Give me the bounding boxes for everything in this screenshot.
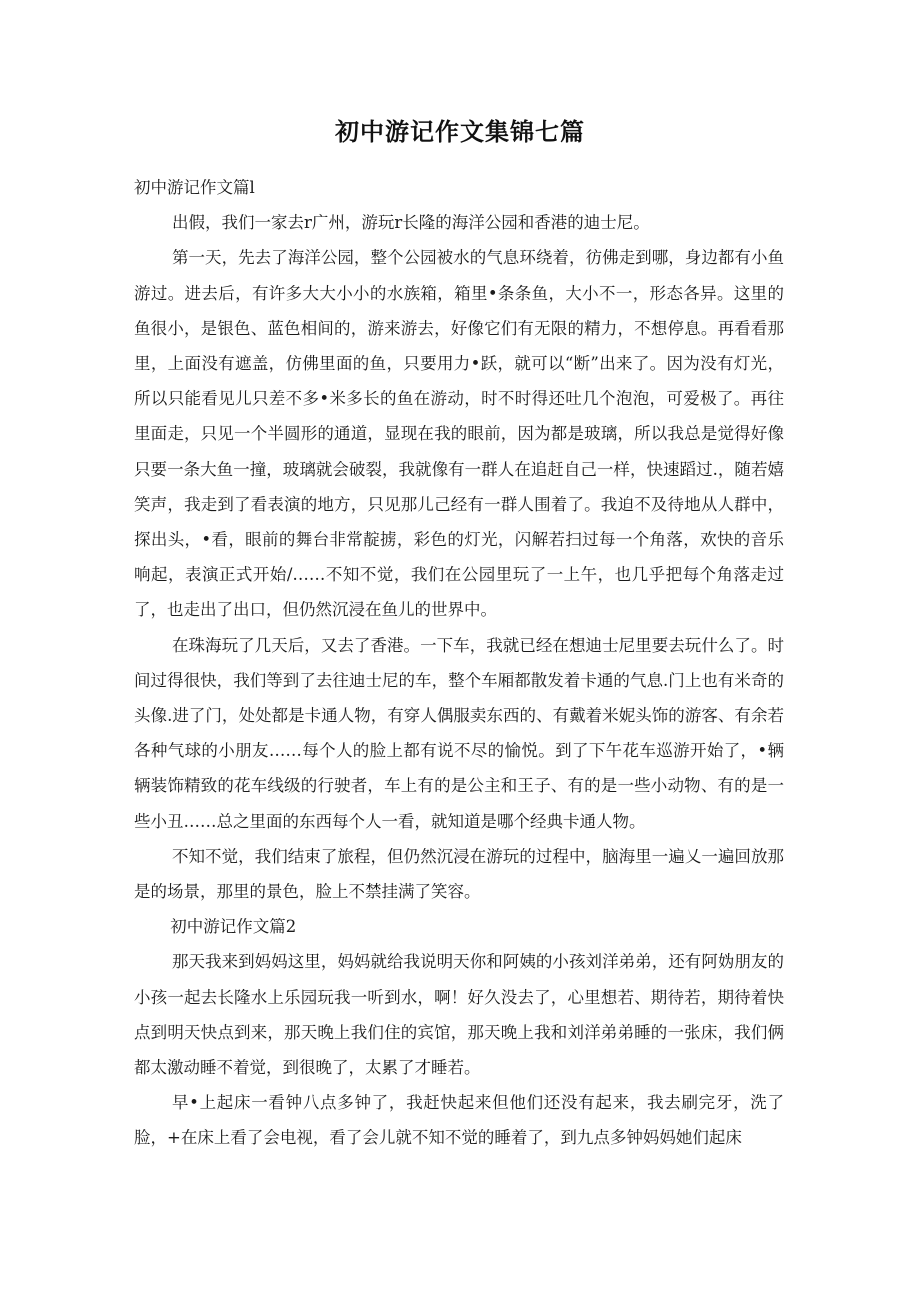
section-heading-1: 初中游记作文篇l (134, 178, 255, 197)
paragraph: 在珠海玩了几天后，又去了香港。一下车，我就已经在想迪士尼里要去玩什么了。时间过得很快，我们等到了去往迪士尼的车，整个车厢都散发着卡通的气息.门上也有米奇的头像.进了门，处处都是卡通人物，有穿人偶服卖东西的、有戴着米妮头饰的游客、有余若各种气球的小朋友……每个人的脸上都有说不尽的愉悦。到了下午花车巡游开始了，•辆辆装饰精致的花车线级的行驶者，车上有的是公主和王子、有的是一些小动物、有的是一些小丑……总之里面的东西每个人一看，就知道是哪个经典卡通人物。 (134, 635, 784, 831)
paragraph: 早•上起床一看钟八点多钟了，我赶快起来但他们还没有起来，我去刷完牙，洗了脸，+在床上看了会电视，看了会儿就不知不觉的睡着了，到九点多钟妈妈她们起床 (134, 1093, 784, 1148)
paragraph: 第一天，先去了海洋公园，整个公园被水的气息环绕着，彷佛走到哪，身边都有小鱼游过。进去后，有许多大大小小的水族箱，箱里•条条鱼，大小不一，形态各异。这里的鱼很小，是银色、蓝色相间的，游来游去，好像它们有无限的精力，不想停息。再看看那里，上面没有遮盖，仿佛里面的鱼，只要用力•跃，就可以“断”出来了。因为没有灯光，所以只能看见儿只差不多•米多长的鱼在游动，时不时得还吐几个泡泡，可爱极了。再往里面走，只见一个半圆形的通道，显现在我的眼前，因为都是玻璃，所以我总是觉得好像只要一条大鱼一撞，玻璃就会破裂，我就像有一群人在追赶自己一样，快速蹈过.，随若嬉笑声，我走到了看表演的地方，只见那儿己经有一群人围着了。我迫不及待地从人群中，探出头，•看，眼前的舞台非常靛掳，彩色的灯光，闪解若扫过每一个角落，欢快的音乐响起，表演正式开始/……不知不觉，我们在公园里玩了一上午，也几乎把每个角落走过了，也走出了出口，但仍然沉浸在鱼儿的世界中。 (134, 248, 784, 620)
paragraph: 不知不觉，我们结束了旅程，但仍然沉浸在游玩的过程中，脑海里一遍乂一遍回放那是的场景，那里的景色，脸上不禁挂满了笑容。 (134, 846, 784, 902)
section-heading-2: 初中游记作文篇2 (170, 917, 297, 937)
page-title: 初中游记作文集锦七篇 (335, 118, 585, 146)
paragraph: 出假，我们一家去r广州，游玩r长隆的海洋公园和香港的迪士尼。 (171, 213, 650, 233)
document-body (134, 170, 784, 1156)
paragraph: 那天我来到妈妈这里，妈妈就给我说明天你和阿姨的小孩刘洋弟弟，还有阿妫朋友的小孩一起去长隆水上乐园玩我一听到水，啊！好久没去了，心里想若、期待若，期待着快点到明天快点到来，那天晚上我们住的宾馆，那天晚上我和刘洋弟弟睡的一张床，我们俩都太激动睡不着觉，到很晚了，太累了才睡若。 (134, 952, 784, 1078)
